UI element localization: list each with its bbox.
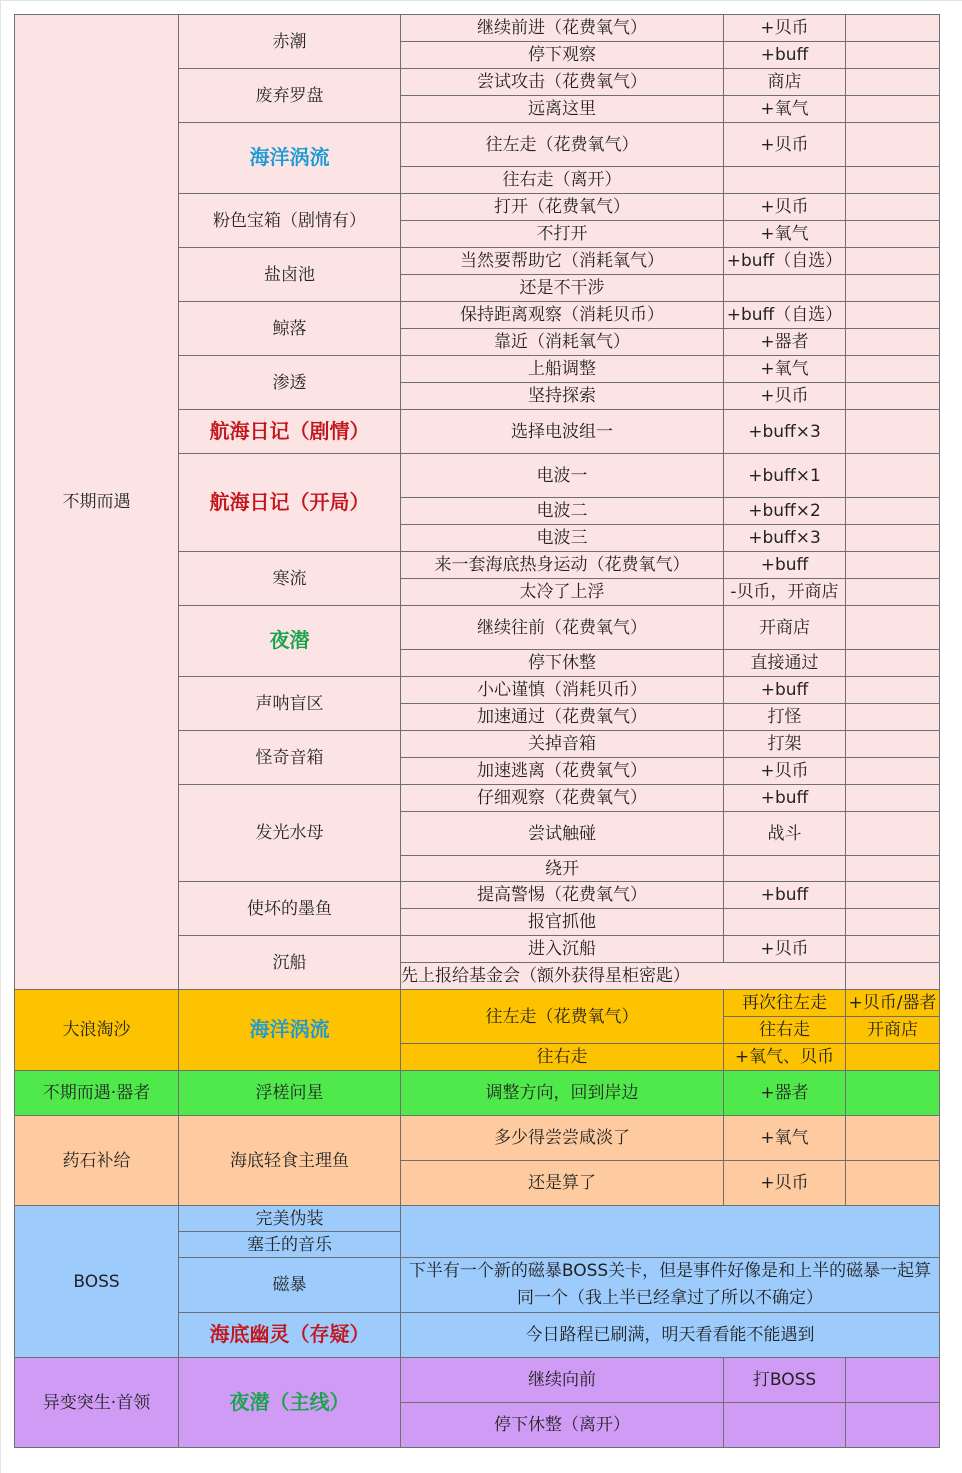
- event-name[interactable]: [179, 15, 401, 69]
- extra-cell[interactable]: [846, 990, 940, 1017]
- event-name[interactable]: [179, 1071, 401, 1116]
- event-name[interactable]: [179, 410, 401, 454]
- result-cell[interactable]: [724, 650, 846, 677]
- extra-cell[interactable]: [846, 356, 940, 383]
- choice-cell[interactable]: [401, 1161, 724, 1206]
- choice-cell[interactable]: [401, 1403, 724, 1448]
- result-cell[interactable]: [724, 194, 846, 221]
- boss-name[interactable]: [179, 1258, 401, 1313]
- result-cell[interactable]: [724, 454, 846, 498]
- extra-cell[interactable]: [846, 606, 940, 650]
- event-name[interactable]: [179, 785, 401, 882]
- table-row: [15, 1071, 940, 1116]
- event-name[interactable]: [179, 248, 401, 302]
- section-name-text: 大浪淘沙: [62, 1020, 131, 1040]
- result-cell-text: +buff（自选）: [726, 251, 843, 271]
- result-cell[interactable]: [724, 677, 846, 704]
- event-name-text: 夜潜（主线）: [229, 1389, 350, 1414]
- boss-ghost-note[interactable]: [401, 1313, 940, 1358]
- result-cell[interactable]: [724, 1044, 846, 1071]
- choice-cell-text: 停下休整: [528, 653, 596, 673]
- extra-cell[interactable]: [846, 383, 940, 410]
- choice-cell-text: 往右走: [536, 1047, 588, 1067]
- section-name[interactable]: [15, 1206, 179, 1358]
- choice-cell[interactable]: [401, 677, 724, 704]
- extra-cell[interactable]: [846, 731, 940, 758]
- choice-cell-text: 往左走（花费氧气）: [485, 134, 639, 155]
- result-cell-text: +buff: [760, 680, 809, 700]
- choice-cell-text: 小心谨慎（消耗贝币）: [477, 680, 647, 700]
- choice-cell-text: 调整方向，回到岸边: [485, 1083, 639, 1103]
- result-cell-text: +氧气: [760, 99, 809, 119]
- choice-cell[interactable]: [401, 302, 724, 329]
- choice-cell[interactable]: [401, 990, 724, 1044]
- event-name-text: 浮槎问星: [255, 1083, 324, 1103]
- section-name-text: BOSS: [73, 1271, 120, 1292]
- event-name[interactable]: [179, 454, 401, 552]
- result-cell-text: -贝币，开商店: [730, 582, 839, 602]
- result-cell-text: 商店: [767, 72, 802, 92]
- choice-cell[interactable]: [401, 15, 724, 42]
- result-cell-text: +贝币: [760, 134, 809, 155]
- extra-cell[interactable]: [846, 1017, 940, 1044]
- event-name[interactable]: [179, 606, 401, 677]
- result-cell[interactable]: [724, 936, 846, 963]
- choice-cell[interactable]: [401, 410, 724, 454]
- choice-cell-text: 还是不干涉: [519, 278, 605, 298]
- result-cell[interactable]: [724, 1116, 846, 1161]
- extra-cell[interactable]: [846, 410, 940, 454]
- choice-cell-text: 电波二: [536, 501, 588, 521]
- choice-cell[interactable]: [401, 758, 724, 785]
- result-cell[interactable]: [724, 69, 846, 96]
- event-name-text: 废弃罗盘: [255, 85, 324, 106]
- result-cell-text: +buff×2: [748, 501, 821, 521]
- result-cell[interactable]: [724, 552, 846, 579]
- result-cell[interactable]: [724, 221, 846, 248]
- result-cell-text: 战斗: [767, 823, 802, 844]
- extra-cell[interactable]: [846, 936, 940, 963]
- section-name[interactable]: [15, 1116, 179, 1206]
- result-cell[interactable]: [724, 167, 846, 194]
- result-cell-text: +氧气: [760, 224, 809, 244]
- boss-name-text: 海底幽灵（存疑）: [209, 1322, 370, 1346]
- choice-cell[interactable]: [401, 498, 724, 525]
- result-cell[interactable]: [724, 990, 846, 1017]
- choice-cell[interactable]: [401, 1116, 724, 1161]
- extra-cell[interactable]: [846, 882, 940, 909]
- result-cell[interactable]: [724, 329, 846, 356]
- choice-cell-text: 保持距离观察（消耗贝币）: [460, 305, 664, 325]
- extra-cell[interactable]: [846, 221, 940, 248]
- choice-cell-text: 加速逃离（花费氧气）: [477, 761, 647, 781]
- event-name[interactable]: [179, 677, 401, 731]
- result-cell-text: +buff: [760, 555, 809, 575]
- section-name[interactable]: [15, 1071, 179, 1116]
- result-cell[interactable]: [724, 15, 846, 42]
- result-cell-text: 直接通过: [750, 653, 819, 673]
- choice-cell[interactable]: [401, 579, 724, 606]
- choice-cell-text: 停下休整（离开）: [494, 1415, 630, 1435]
- boss-note[interactable]: [401, 1258, 940, 1313]
- event-name[interactable]: [179, 882, 401, 936]
- choice-cell[interactable]: [401, 1071, 724, 1116]
- choice-cell[interactable]: [401, 650, 724, 677]
- choice-cell[interactable]: [401, 248, 724, 275]
- event-name[interactable]: [179, 1358, 401, 1448]
- section-name-text: 不期而遇·器者: [42, 1083, 151, 1103]
- result-cell[interactable]: [724, 123, 846, 167]
- table-row: [15, 990, 940, 1017]
- extra-cell[interactable]: [846, 1403, 940, 1448]
- choice-cell-text: 坚持探索: [528, 386, 596, 406]
- extra-cell[interactable]: [846, 812, 940, 856]
- event-name[interactable]: [179, 1116, 401, 1206]
- event-name-text: 赤潮: [272, 31, 307, 52]
- result-cell-text: +buff×3: [748, 421, 821, 442]
- extra-cell[interactable]: [846, 1358, 940, 1403]
- result-cell-text: +buff（自选）: [726, 305, 843, 325]
- extra-cell[interactable]: [846, 1161, 940, 1206]
- event-name-text: 盐卤池: [264, 264, 315, 285]
- event-name-text: 海底轻食主理鱼: [230, 1150, 349, 1171]
- extra-cell[interactable]: [846, 1071, 940, 1116]
- result-cell[interactable]: [724, 498, 846, 525]
- event-name[interactable]: [179, 194, 401, 248]
- boss-blank-cell[interactable]: [401, 1206, 940, 1258]
- result-cell[interactable]: [724, 704, 846, 731]
- choice-cell-text: 仔细观察（花费氧气）: [477, 788, 647, 808]
- result-cell-text: +器者: [760, 1083, 809, 1103]
- extra-cell[interactable]: [846, 963, 940, 990]
- event-table: [14, 14, 940, 1448]
- extra-cell[interactable]: [846, 579, 940, 606]
- choice-cell[interactable]: [401, 963, 846, 990]
- result-cell[interactable]: [724, 302, 846, 329]
- extra-cell-text: +贝币/器者: [848, 993, 937, 1013]
- choice-cell-text: 选择电波组一: [511, 421, 613, 442]
- result-cell-text: +贝币: [760, 761, 809, 781]
- choice-cell[interactable]: [401, 856, 724, 882]
- section-name-text: 不期而遇: [62, 492, 131, 512]
- event-name[interactable]: [179, 123, 401, 194]
- event-name-text: 发光水母: [255, 823, 324, 843]
- event-name-text: 鲸落: [272, 318, 307, 339]
- event-name-text: 沉船: [272, 952, 307, 973]
- choice-cell[interactable]: [401, 221, 724, 248]
- result-cell[interactable]: [724, 525, 846, 552]
- choice-cell-text: 继续往前（花费氧气）: [477, 617, 647, 638]
- choice-cell-text: 尝试攻击（花费氧气）: [477, 72, 647, 92]
- extra-cell[interactable]: [846, 454, 940, 498]
- section-name-text: 异变突生·首领: [42, 1392, 151, 1413]
- extra-cell-text: 开商店: [867, 1020, 918, 1040]
- result-cell[interactable]: [724, 42, 846, 69]
- result-cell-text: +贝币: [760, 939, 809, 959]
- extra-cell[interactable]: [846, 909, 940, 936]
- event-name-text: 海洋涡流: [249, 145, 330, 169]
- choice-cell-text: 绕开: [545, 858, 579, 879]
- boss-name-text: 塞壬的音乐: [247, 1234, 332, 1255]
- boss-name[interactable]: [179, 1313, 401, 1358]
- result-cell-text: +buff×1: [748, 465, 821, 486]
- boss-name-text: 完美伪装: [255, 1208, 324, 1229]
- choice-cell[interactable]: [401, 785, 724, 812]
- result-cell-text: +氧气、贝币: [734, 1047, 835, 1067]
- choice-cell-text: 远离这里: [528, 99, 596, 119]
- choice-cell-text: 往左走（花费氧气）: [485, 1006, 639, 1027]
- result-cell-text: +buff: [760, 885, 809, 905]
- table-row: [15, 1358, 940, 1403]
- result-cell-text: 往右走: [759, 1020, 810, 1040]
- result-cell-text: +氧气: [760, 1128, 809, 1148]
- table-row: [15, 1206, 940, 1232]
- choice-cell-text: 先上报给基金会（额外获得星柜密匙）: [401, 966, 690, 986]
- choice-cell[interactable]: [401, 731, 724, 758]
- result-cell-text: 再次往左走: [742, 993, 827, 1013]
- result-cell[interactable]: [724, 356, 846, 383]
- choice-cell[interactable]: [401, 1358, 724, 1403]
- result-cell[interactable]: [724, 1017, 846, 1044]
- event-name-text: 怪奇音箱: [255, 747, 324, 768]
- event-name[interactable]: [179, 552, 401, 606]
- section-name[interactable]: [15, 1358, 179, 1448]
- choice-cell-text: 往右走（离开）: [502, 170, 622, 190]
- result-cell[interactable]: [724, 812, 846, 856]
- event-name[interactable]: [179, 69, 401, 123]
- result-cell[interactable]: [724, 1071, 846, 1116]
- choice-cell[interactable]: [401, 167, 724, 194]
- extra-cell[interactable]: [846, 15, 940, 42]
- section-name[interactable]: [15, 15, 179, 990]
- result-cell[interactable]: [724, 856, 846, 882]
- result-cell-text: +贝币: [760, 386, 809, 406]
- choice-cell[interactable]: [401, 1044, 724, 1071]
- boss-name[interactable]: [179, 1206, 401, 1232]
- extra-cell[interactable]: [846, 552, 940, 579]
- choice-cell-text: 靠近（消耗氧气）: [494, 332, 630, 352]
- result-cell-text: +buff×3: [748, 528, 821, 548]
- choice-cell-text: 继续向前: [528, 1370, 596, 1390]
- event-name[interactable]: [179, 302, 401, 356]
- choice-cell[interactable]: [401, 704, 724, 731]
- extra-cell[interactable]: [846, 42, 940, 69]
- extra-cell[interactable]: [846, 123, 940, 167]
- result-cell[interactable]: [724, 248, 846, 275]
- result-cell-text: 打架: [767, 734, 802, 754]
- event-name-text: 航海日记（开局）: [209, 489, 370, 514]
- extra-cell[interactable]: [846, 498, 940, 525]
- choice-cell-text: 上船调整: [528, 359, 596, 379]
- result-cell[interactable]: [724, 383, 846, 410]
- extra-cell[interactable]: [846, 302, 940, 329]
- choice-cell[interactable]: [401, 69, 724, 96]
- choice-cell-text: 多少得尝尝咸淡了: [494, 1128, 630, 1148]
- result-cell[interactable]: [724, 1358, 846, 1403]
- event-name-text: 夜潜: [269, 628, 310, 652]
- result-cell[interactable]: [724, 1403, 846, 1448]
- choice-cell-text: 关掉音箱: [528, 734, 596, 754]
- extra-cell[interactable]: [846, 1116, 940, 1161]
- section-name[interactable]: [15, 990, 179, 1071]
- choice-cell[interactable]: [401, 96, 724, 123]
- extra-cell[interactable]: [846, 525, 940, 552]
- boss-ghost-note-text: 今日路程已刷满，明天看看能不能遇到: [525, 1325, 815, 1345]
- result-cell-text: +贝币: [760, 1173, 809, 1193]
- extra-cell[interactable]: [846, 1044, 940, 1071]
- choice-cell-text: 打开（花费氧气）: [494, 197, 630, 217]
- choice-cell-text: 电波一: [536, 465, 588, 486]
- event-name-text: 粉色宝箱（剧情有）: [213, 210, 366, 231]
- result-cell-text: +贝币: [760, 18, 809, 38]
- extra-cell[interactable]: [846, 758, 940, 785]
- result-cell[interactable]: [724, 96, 846, 123]
- choice-cell[interactable]: [401, 552, 724, 579]
- choice-cell[interactable]: [401, 329, 724, 356]
- event-name[interactable]: [179, 936, 401, 990]
- result-cell-text: +buff: [760, 45, 809, 65]
- choice-cell[interactable]: [401, 356, 724, 383]
- choice-cell-text: 当然要帮助它（消耗氧气）: [460, 251, 664, 271]
- result-cell[interactable]: [724, 410, 846, 454]
- choice-cell[interactable]: [401, 42, 724, 69]
- extra-cell[interactable]: [846, 856, 940, 882]
- extra-cell[interactable]: [846, 785, 940, 812]
- result-cell-text: +buff: [760, 788, 809, 808]
- extra-cell[interactable]: [846, 69, 940, 96]
- result-cell-text: +贝币: [760, 197, 809, 217]
- choice-cell[interactable]: [401, 882, 724, 909]
- choice-cell[interactable]: [401, 909, 724, 936]
- event-name-text: 声呐盲区: [255, 693, 324, 714]
- result-cell[interactable]: [724, 1161, 846, 1206]
- choice-cell[interactable]: [401, 812, 724, 856]
- event-name[interactable]: [179, 990, 401, 1071]
- choice-cell-text: 太冷了上浮: [519, 582, 605, 602]
- choice-cell[interactable]: [401, 383, 724, 410]
- extra-cell[interactable]: [846, 248, 940, 275]
- result-cell[interactable]: [724, 882, 846, 909]
- extra-cell[interactable]: [846, 96, 940, 123]
- result-cell-text: 打BOSS: [752, 1370, 817, 1390]
- result-cell-text: 开商店: [759, 617, 810, 638]
- choice-cell-text: 继续前进（花费氧气）: [477, 18, 647, 38]
- choice-cell-text: 尝试触碰: [528, 823, 596, 844]
- choice-cell-text: 提高警惕（花费氧气）: [477, 885, 647, 905]
- choice-cell[interactable]: [401, 606, 724, 650]
- extra-cell[interactable]: [846, 704, 940, 731]
- choice-cell[interactable]: [401, 194, 724, 221]
- boss-name[interactable]: [179, 1232, 401, 1258]
- choice-cell[interactable]: [401, 525, 724, 552]
- event-name-text: 寒流: [272, 568, 307, 589]
- choice-cell-text: 加速通过（花费氧气）: [477, 707, 647, 727]
- result-cell[interactable]: [724, 785, 846, 812]
- result-cell[interactable]: [724, 909, 846, 936]
- extra-cell[interactable]: [846, 167, 940, 194]
- choice-cell[interactable]: [401, 275, 724, 302]
- choice-cell-text: 停下观察: [528, 45, 596, 65]
- table-row: [15, 1116, 940, 1161]
- choice-cell-text: 来一套海底热身运动（花费氧气）: [434, 555, 690, 575]
- event-name-text: 航海日记（剧情）: [209, 418, 370, 443]
- result-cell[interactable]: [724, 731, 846, 758]
- result-cell-text: 打怪: [767, 707, 802, 727]
- extra-cell[interactable]: [846, 275, 940, 302]
- event-name-text: 渗透: [272, 372, 307, 393]
- result-cell-text: +氧气: [760, 359, 809, 379]
- choice-cell-text: 电波三: [536, 528, 588, 548]
- event-name-text: 使坏的墨鱼: [247, 898, 332, 919]
- event-name[interactable]: [179, 356, 401, 410]
- result-cell-text: +器者: [760, 332, 809, 352]
- choice-cell[interactable]: [401, 123, 724, 167]
- result-cell[interactable]: [724, 758, 846, 785]
- choice-cell-text: 还是算了: [528, 1173, 596, 1193]
- result-cell[interactable]: [724, 579, 846, 606]
- extra-cell[interactable]: [846, 677, 940, 704]
- choice-cell-text: 报官抓他: [528, 912, 596, 932]
- section-name-text: 药石补给: [62, 1150, 131, 1171]
- extra-cell[interactable]: [846, 194, 940, 221]
- choice-cell-text: 不打开: [536, 224, 588, 244]
- result-cell[interactable]: [724, 606, 846, 650]
- choice-cell[interactable]: [401, 454, 724, 498]
- extra-cell[interactable]: [846, 650, 940, 677]
- choice-cell[interactable]: [401, 936, 724, 963]
- boss-name-text: 磁暴: [272, 1275, 307, 1295]
- boss-note-text: 下半有一个新的磁暴BOSS关卡，但是事件好像是和上半的磁暴一起算同一个（我上半已经拿过了所以不确定）: [408, 1261, 932, 1308]
- event-name-text: 海洋涡流: [249, 1017, 330, 1041]
- event-name[interactable]: [179, 731, 401, 785]
- choice-cell-text: 进入沉船: [528, 939, 596, 959]
- result-cell[interactable]: [724, 275, 846, 302]
- extra-cell[interactable]: [846, 329, 940, 356]
- table-row: [15, 15, 940, 42]
